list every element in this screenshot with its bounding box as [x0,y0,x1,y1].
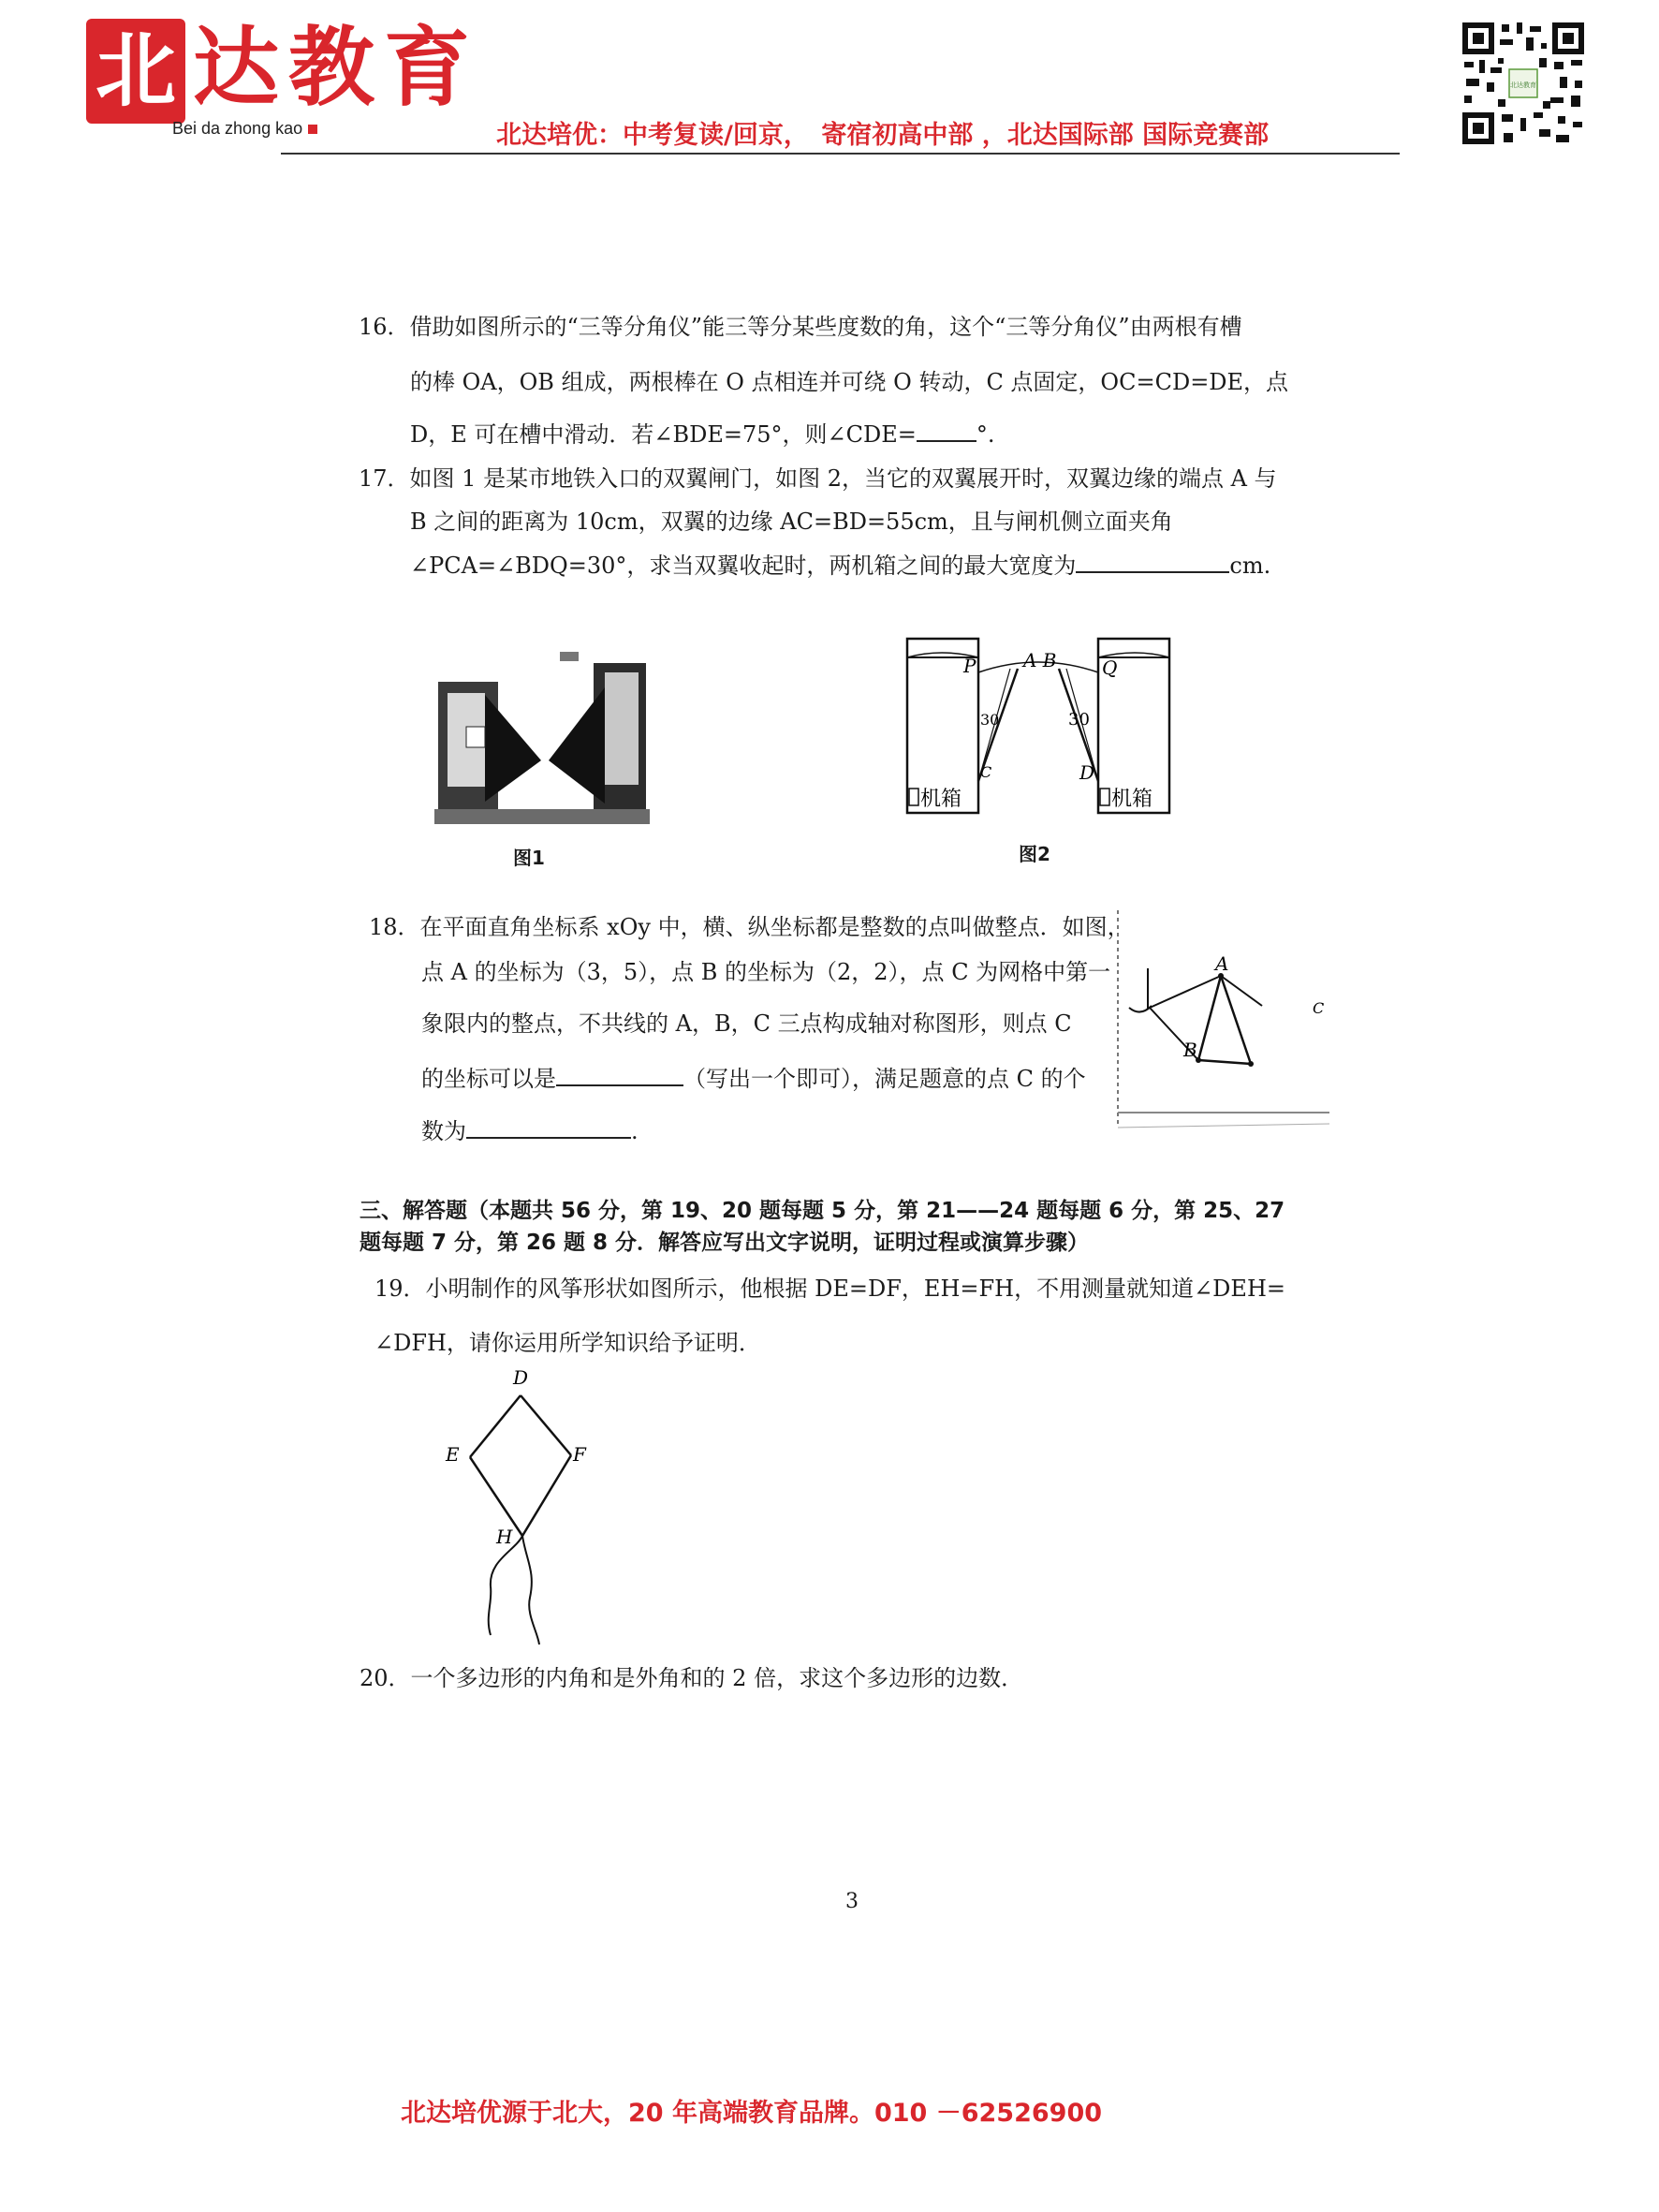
footer-slogan: 北达培优源于北大，20 年高端教育品牌。010 －62526900 [401,2099,1103,2128]
logo-square-icon [308,125,317,134]
q18-coordinate-blank[interactable] [556,1064,683,1086]
brand-logo-mark [86,19,185,124]
qr-center-text: 北达教育 [1510,81,1536,89]
q17-line-3-text: ∠PCA=∠BDQ=30°，求当双翼收起时，两机箱之间的最大宽度为 [410,553,1077,579]
fig2-label-P: P [963,655,976,677]
q19-kite-figure [433,1364,601,1650]
brand-logo-text: 达教育 [193,17,480,118]
q18-line-5-end: . [631,1118,639,1144]
q18-label-B: B [1183,1039,1197,1061]
q17-figure-1-caption: 图1 [513,847,545,869]
q17-figure-2-caption: 图2 [1019,843,1050,865]
fig2-label-Q: Q [1102,656,1118,679]
q18-label-A: A [1215,952,1229,975]
fig2-label-D: D [1079,761,1095,784]
kite-label-H: H [496,1526,513,1548]
q18-line-2: 点 A 的坐标为（3，5），点 B 的坐标为（2，2），点 C 为网格中第一 [421,959,1111,985]
q17-line-2: B 之间的距离为 10cm，双翼的边缘 AC=BD=55cm，且与闸机侧立面夹角 [410,509,1173,535]
q18-line-5-text: 数为 [421,1118,466,1144]
section-3-heading-line-2: 题每题 7 分，第 26 题 8 分．解答应写出文字说明，证明过程或演算步骤） [360,1231,1090,1255]
header-divider [281,153,1400,155]
q18-grid-figure [1112,907,1333,1143]
logo-subtitle-text: Bei da zhong kao [172,119,303,138]
q16-line-3 [410,420,995,449]
kite-label-E: E [446,1443,460,1466]
q17-answer-blank[interactable] [1076,551,1229,573]
fig2-label-AB: A B [1023,649,1057,671]
section-3-heading-line-1: 三、解答题（本题共 56 分，第 19、20 题每题 5 分，第 21——24 题每题 6 分，第 25、27 [360,1199,1285,1223]
q19-line-1: 19．小明制作的风筝形状如图所示，他根据 DE=DF，EH=FH，不用测量就知道∠DEH= [374,1276,1285,1302]
q20-line-1: 20．一个多边形的内角和是外角和的 2 倍，求这个多边形的边数． [360,1665,1024,1691]
qr-code-icon [1461,21,1586,146]
q17-line-3 [410,551,1270,580]
fig2-box-left-label: 机箱 [920,788,962,811]
q16-line-3-text: D，E 可在槽中滑动．若∠BDE=75°，则∠CDE= [410,421,917,448]
q18-line-4-text: 的坐标可以是 [421,1066,556,1092]
q18-line-3: 象限内的整点，不共线的 A，B，C 三点构成轴对称图形，则点 C [421,1010,1072,1037]
page-number: 3 [845,1890,859,1913]
q16-answer-blank[interactable] [917,420,976,442]
q18-line-1: 18．在平面直角坐标系 xOy 中，横、纵坐标都是整数的点叫做整点．如图， [369,914,1130,940]
q17-line-1: 17．如图 1 是某市地铁入口的双翼闸门，如图 2，当它的双翼展开时，双翼边缘的端点 A 与 [359,465,1277,492]
q18-line-4-end: （写出一个即可），满足题意的点 C 的个 [683,1066,1086,1092]
brand-logo-subtitle [172,119,317,139]
header-tagline: 北达培优：中考复读/回京， 寄宿初高中部 ，北达国际部 国际竞赛部 [496,121,1270,150]
fig2-box-right-label: 机箱 [1111,788,1153,811]
fig2-label-angle-left: 30 [980,711,1000,729]
q16-line-1: 16．借助如图所示的“三等分角仪”能三等分某些度数的角，这个“三等分角仪”由两根有槽 [359,314,1242,340]
q16-line-3-end: °. [976,421,995,448]
q17-figure-2-diagram [903,635,1175,818]
fig2-label-angle-right: 30 [1068,710,1090,730]
q17-figure-1-photo [429,644,653,833]
q17-line-3-end: cm. [1229,553,1271,579]
kite-label-D: D [513,1366,529,1389]
fig2-label-C: C [980,763,992,781]
q16-line-2: 的棒 OA，OB 组成，两根棒在 O 点相连并可绕 O 转动，C 点固定，OC=CD=DE，点 [410,369,1289,395]
q18-label-C: C [1313,999,1325,1017]
logo-char: 北 [95,23,176,118]
q18-count-blank[interactable] [466,1116,631,1139]
q19-line-2: ∠DFH，请你运用所学知识给予证明． [374,1330,761,1356]
q18-line-5 [421,1116,639,1145]
kite-label-F: F [573,1443,586,1466]
q18-line-4 [421,1064,1086,1093]
